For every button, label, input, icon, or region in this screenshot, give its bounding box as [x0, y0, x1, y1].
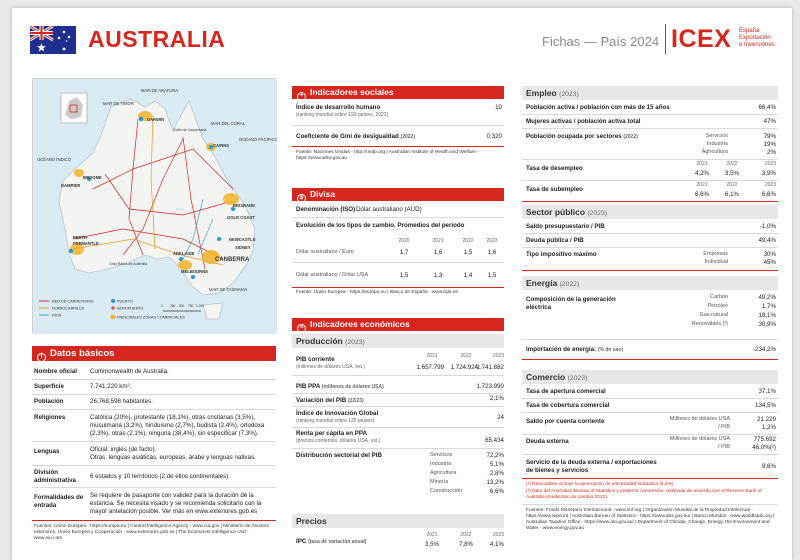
denominacion-value: Dólar australiano (AUD) [356, 206, 422, 213]
scale-tick: 0 [161, 304, 163, 308]
economicos-header: ≡ Indicadores económicos [292, 318, 504, 331]
scale-tick: 500 [179, 304, 185, 308]
map-label: NEWCASTLE [229, 237, 256, 242]
legend-port: PUERTO [117, 299, 133, 304]
innovacion-value: 24 [497, 414, 504, 421]
map-label: MELBOURNE [181, 269, 208, 274]
distribucion-label: Distribución sectorial del PIB [296, 452, 382, 459]
series-label: Fichas — País 2024 [542, 34, 660, 49]
row-label: Superficie [34, 383, 64, 390]
row-value: Católica (20%), protestante (18,1%), otras cristianas (3,5%), [90, 414, 256, 421]
australia-map [32, 78, 276, 333]
map-label: OCÉANO PACÍFICO [239, 137, 277, 142]
pib-label: PIB corriente [296, 356, 335, 363]
logo-subtitle: España Exportación e Inversiones [739, 28, 775, 48]
header-divider [665, 24, 666, 54]
map-label: DAMPIER [61, 183, 81, 188]
row-label: División administrativa [34, 469, 76, 484]
idh-sub: (ranking mundial sobre 193 países, 2022) [296, 112, 389, 118]
scale-tick: 250 [170, 304, 176, 308]
divisa-header: $ Divisa [292, 188, 504, 201]
map-label: MAR DE TIMOR [103, 101, 134, 106]
denominacion-label: Denominación (ISO) [296, 206, 356, 213]
map-label: MAR DE ARAFURA [141, 88, 179, 93]
map-label: CAIRNS [213, 143, 230, 148]
row-value: (2,3%), otras (2,1%), ninguna (38,4%), sin especificar (7,3%). [90, 430, 259, 437]
map-label: Gran Bahía de Australia [109, 262, 148, 266]
row-label: Formalidades de entrada [34, 494, 84, 509]
idh-value: 10 [495, 104, 502, 111]
divisa-source: Fuente: Unión Europea - https://europa.eu | Banco de España - www.bde.es [296, 290, 458, 295]
ppa-value: 1.723.990 [476, 383, 504, 390]
row-value: musulmana (3,2%), hinduismo (2,7%), budista (2,4%), ortodoxa [90, 422, 265, 429]
row-value: Commonwealth de Australia. [90, 368, 169, 375]
variacion-label: Variación del PIB (22/23) [296, 397, 364, 404]
map-label: SIDNEY [235, 245, 251, 250]
legend-rail: FERROCARRILES [52, 306, 85, 311]
ipc-value: 4,1% [489, 541, 504, 548]
note-2: (²) Dato del Australian Bureau of Statistics y posterior conversión, realizada de acuerdo con el Reserve Bank of Australia (media tipo de cambio 2022). [526, 489, 762, 500]
legend-zones: PRINCIPALES ZONAS COMERCIALES [117, 315, 185, 320]
map-label: DARWIN [147, 117, 165, 122]
basicos-source: Fuentes: Unión Europea - https://europa.eu | Central Intelligence Agency - www.cia.gov | Ministerio de Asuntos exteriores, Unión Europea y Cooperación - www.exteriores.gob.es | The Economist Intelligence Unit - www.eiu.com [34, 524, 269, 541]
map-label: ADELAIDE [173, 251, 195, 256]
ppa-label: PIB PPA (millones de dólares USA) [296, 383, 384, 390]
right-source: Fuentes: Fondo Monetario Internacional - www.imf.org | Organización Mundial de la Propiedad Intelectual - https://www.wipo.int | Australian Bureau of Statistics - https://www.abs.gov.au/ | Banco Mundial - www.worldbank.org | Australian Taxation Office - https://www.ato.gov.au/ | Department of Climate, Change, Energy, the Environment and Water - www.energy.gov.au [526, 508, 775, 531]
idh-label: Índice de desarrollo humano [296, 104, 381, 111]
row-label: Nombre oficial [34, 368, 77, 375]
legend-roads: RED DE CARRETERAS [52, 299, 94, 304]
map-label: OCÉANO ÍNDICO [37, 157, 71, 162]
map-label: MAR DEL CORAL [211, 121, 246, 126]
variacion-value: 2,1% [489, 395, 504, 402]
scale-tick: 750 [188, 304, 194, 308]
row-value: Se requiere de pasaporte con validez para la duración de la [90, 492, 254, 499]
legend-airport: AEROPUERTO [117, 306, 144, 311]
row-label: Lenguas [34, 448, 60, 455]
pib-value: 1.724.924 [450, 364, 478, 371]
sociales-source: Fuente: Naciones Unidas - http://undp.org | Australian Institute of Health and Welfare - https://www.aihw.gov.au [296, 150, 479, 161]
icex-logo [671, 24, 781, 56]
ficha-page: AUSTRALIA Fichas — País 2024 ICEX España Exportación e Inversiones MAR DE ARAFURA MAR DE TIMOR DARWIN Golfo de Carpentaria MAR DEL CORAL CAIRNS OCÉANO PACÍFICO OCÉANO ÍNDICO BROOME DAMPIER BRISBANE GOLD COAST PERTH FREMANTLE NEWCASTLE SIDNEY CANBERRA ADELAIDE MELBOURNE Gran Bahía de Australia MAR DE TASMANIA RED DE CARRETERAS FERROCARRILES RÍOS PUERTO AEROPUERTO PRINCIPALES ZONAS COMERCIALES 0 250 500 750 1.000 i Datos básicos Nombre oficial Commonwealth de Australia. Superficie 7.741.220 km². Población 26.768.598 habitantes. Religiones Católica (20%), protestante (18,1%), otras cristianas (3,5%), musulmana (3,2%), hinduismo (2,7%), budista (2,4%), ortodoxa (2,3%), otras (2,1%), ninguna (38,4%), sin especificar (7,3%). Lenguas Oficial: inglés (de facto). Otras: lenguas asiáticas, europeas, árabe y lenguas nativas. División administrativa 6 estados y 10 territorios (2 de ellos continentales). Formalidades de entrada Se requiere de pasaporte con validez para la duración de la estancia. Se necesita visado y se recomienda solicitarlo con la mayor antelación posible. Ver más en www.exteriores.gob.es Fuentes: Unión Europea - https://europa.eu | Central Intelligence Agency - www.cia.gov | Ministerio de Asuntos exteriores, Unión Europea y Cooperación - www.exteriores.gob.es | The Economist Intelligence Unit - www.eiu.com + Indicadores sociales Índice de desarrollo humano (ranking mundial sobre 193 países, 2022) 10 Coeficiente de Gini de desigualdad (2022) 0,320 Fuente: Naciones Unidas - http://undp.org | Australian Institute of Health and Welfare - https://www.aihw.gov.au $ Divisa Denominación (ISO) Dólar australiano (AUD) Evolución de los tipos de cambio. Promedios del periodo 2020 2021 2022 2023 Dólar australiano / Euro 1,7 1,6 1,5 1,6 Dólar australiano / Dólar USA 1,5 1,3 1,4 1,5 Fuente: Unión Europea - https://europa.eu | Banco de España - www.bde.es ≡ Indicadores económicos Producción (2023) 2021 2022 2023 PIB corriente (millones de dólares USA, est.) 1.657.799 1.724.924 1.741.882 PIB PPA (millones de dólares USA) 1.723.990 Variación del PIB (22/23) 2,1% Índice de Innovación Global (ranking mundial sobre 132 países) 24 Renta per cápita en PPA (precios corrientes, dólares USA, est.) 65.434 Distribución sectorial del PIB Servicios 72,2% Industria 5,1% Agricultura 2,8% Minería 13,2% Construcción 6,6% Precios 2021 2022 2023 IPC (tasa de variación anual) 3,5% 7,8% 4,1% Empleo (2023) Población activa / población con más de 15 años 66,4% Mujeres activas / población activa total 47% Población ocupada por sectores (2022) Servicios 79% Industria 19% Agricultura 2% 2021 2022 2023 Tasa de desempleo 4,2% 3,5% 3,9% 2021 2022 2023 Tasa de subempleo 6,6% 6,1% 6,6% Sector público (2023) Saldo presupuestario / PIB -1,0% Deuda pública / PIB 49,4% Tipo impositivo máximo Empresas 30% Individual 45% Energía (2022) Composición de la generación eléctrica Carbón 49,2% Petróleo 1,7% Gas natural 18,1% Renovables (¹) 30,9% Importación de energía: (% de uso) -234,2% Comercio (2023) Tasa de apertura comercial 37,1% Tasa de cobertura comercial 134,5% Saldo por cuenta corriente Millones de dólares USA 21.229 / PIB 1,2% Deuda externa Millones de dólares USA 775.692 / PIB 46,0%(²) Servicio de la deuda externa / exportaciones de bienes y servicios 9,6% (¹) Renovables incluye la generación de electricidad hidráulica (6,2%) (²) Dato del Australian Bureau of Statistics y posterior conversión, realizada de acuerdo con el Reserve Bank of Australia (media tipo de cambio 2022). Fuentes: Fondo Monetario Internacional - www.imf.org | Organización Mundial de la Propiedad Intelectual - https://www.wipo.int | Australian Bureau of Statistics - https://www.abs.gov.au/ | Banco Mundial - www.worldbank.org | Australian Taxation Office - https://www.ato.gov.au/ | Department of Climate, Change, Energy, the Environment and Water - www.energy.gov.au [12, 8, 792, 560]
gini-label: Coeficiente de Gini de desigualdad (2022) [296, 133, 415, 140]
pib-value: 1.657.799 [416, 364, 444, 371]
empleo-header: Empleo (2023) [522, 86, 778, 100]
gini-value: 0,320 [486, 133, 502, 140]
renta-label: Renta per cápita en PPA [296, 430, 368, 437]
row-value: 7.741.220 km². [90, 383, 132, 390]
comercio-header: Comercio (2023) [522, 370, 778, 384]
map-label: Golfo de Carpentaria [173, 128, 207, 132]
row-value: 26.768.598 habitantes. [90, 398, 153, 405]
scale-tick: 1.000 [196, 304, 204, 308]
map-label: BRISBANE [233, 203, 255, 208]
row-value: mayor antelación posible. Ver más en www.exteriores.gob.es [90, 508, 258, 515]
row-value: Oficial: inglés (de facto). [90, 446, 157, 453]
map-label: FREMANTLE [73, 241, 99, 246]
page-header [26, 20, 778, 56]
ipc-value: 3,5% [424, 541, 440, 548]
evolucion-label: Evolución de los tipos de cambio. Promedios del periodo [296, 222, 465, 229]
ipc-value: 7,8% [458, 541, 474, 548]
ipc-label: IPC (tasa de variación anual) [296, 538, 367, 545]
map-label: MAR DE TASMANIA [209, 287, 248, 292]
country-title: AUSTRALIA [88, 26, 226, 52]
australia-flag-icon [30, 26, 76, 54]
map-label: CANBERRA [215, 257, 250, 263]
map-svg [33, 79, 277, 334]
note-1: (¹) Renovables incluye la generación de electricidad hidráulica (6,2%) [526, 482, 674, 487]
row-value: 6 estados y 10 territorios (2 de ellos continentales). [90, 473, 230, 480]
row-value: Otras: lenguas asiáticas, europeas, árabe y lenguas nativas. [90, 454, 256, 461]
map-label: BROOME [83, 175, 102, 180]
legend-rivers: RÍOS [52, 313, 62, 318]
row-value: estancia. Se necesita visado y se recomienda solicitarlo con la [90, 500, 262, 507]
row-label: Religiones [34, 414, 66, 421]
innovacion-label: Índice de Innovación Global [296, 410, 379, 417]
sector-publico-header: Sector público (2023) [522, 205, 778, 219]
logo-word: ICEX [671, 25, 732, 53]
map-label: GOLD COAST [227, 215, 255, 220]
renta-value: 65.434 [485, 437, 504, 444]
produccion-header: Producción (2023) [292, 334, 504, 348]
sociales-header: + Indicadores sociales [292, 86, 504, 99]
energia-header: Energía (2022) [522, 276, 778, 290]
precios-header: Precios [292, 514, 504, 528]
datos-basicos-header: i Datos básicos [32, 346, 276, 361]
row-label: Población [34, 398, 64, 405]
pib-value: 1.741.882 [476, 364, 504, 371]
map-label: PERTH [73, 235, 88, 240]
